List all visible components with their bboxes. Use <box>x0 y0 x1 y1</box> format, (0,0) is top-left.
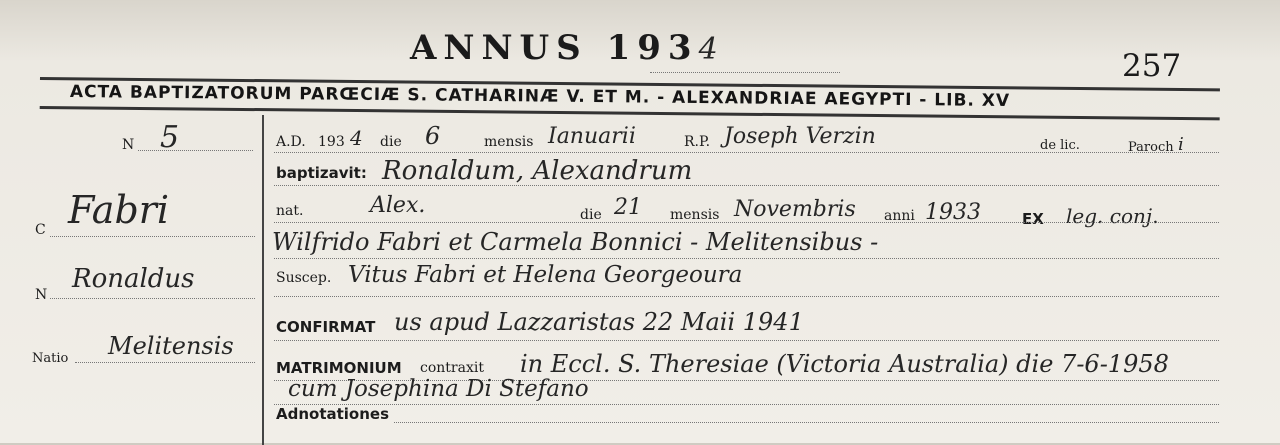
matrimonium-value: in Eccl. S. Theresiae (Victoria Australia) die 7-6-1958 <box>520 350 1169 378</box>
n-name-label: N <box>35 287 48 303</box>
mensis-label: mensis <box>484 134 534 150</box>
n-number-line <box>138 150 253 151</box>
c-line <box>50 236 255 237</box>
adnotationes-label: Adnotationes <box>276 405 390 423</box>
page-number: 257 <box>1122 48 1182 84</box>
c-surname-value: Fabri <box>68 188 170 232</box>
suscep-label: Suscep. <box>276 270 332 286</box>
baptizavit-value: Ronaldum, Alexandrum <box>382 156 693 186</box>
natio-line <box>75 362 255 363</box>
matrimonium-value-2: cum Josephina Di Stefano <box>288 376 589 402</box>
baptizavit-label: baptizavit: <box>276 164 367 182</box>
row9-line <box>394 422 1219 423</box>
parents-value: Wilfrido Fabri et Carmela Bonnici - Melitensibus - <box>272 228 879 256</box>
ad-year-printed: 193 <box>318 134 345 150</box>
column-divider <box>262 115 264 445</box>
register-title: ACTA BAPTIZATORUM PARŒCIÆ S. CATHARINÆ V. ET M. - ALEXANDRIAE AEGYPTI - LIB. XV <box>69 82 1011 112</box>
row4-line <box>274 258 1219 259</box>
annus-title <box>410 28 718 68</box>
natio-value: Melitensis <box>108 332 234 360</box>
confirmat-label: CONFIRMAT <box>276 318 376 336</box>
annus-year-handwritten: 4 <box>698 32 718 67</box>
die-value: 6 <box>425 122 441 150</box>
n-number-value: 5 <box>160 120 180 155</box>
row1-line <box>274 152 1219 153</box>
rp-value: Joseph Verzin <box>724 124 876 149</box>
n-name-line <box>50 298 255 299</box>
n-number-label: N <box>122 137 135 153</box>
ex-value: leg. conj. <box>1066 204 1159 228</box>
row8-line <box>274 404 1219 405</box>
rp-label: R.P. <box>684 134 711 150</box>
die2-value: 21 <box>614 195 642 220</box>
natio-label: Natio <box>32 351 69 366</box>
ad-year-handwritten: 4 <box>350 126 363 150</box>
die2-label: die <box>580 207 602 223</box>
row6-line <box>274 340 1219 341</box>
n-name-value: Ronaldus <box>72 264 195 294</box>
mensis2-value: Novembris <box>734 197 856 222</box>
nat-label: nat. <box>276 203 304 219</box>
die-label: die <box>380 134 402 150</box>
de-lic-label: de lic. <box>1040 138 1080 153</box>
mensis-value: Ianuarii <box>548 124 636 149</box>
row2-line <box>274 185 1219 186</box>
suscep-value: Vitus Fabri et Helena Georgeoura <box>348 262 743 288</box>
row5-line <box>274 296 1219 297</box>
anni-value: 1933 <box>925 200 981 225</box>
mensis2-label: mensis <box>670 207 720 223</box>
parochi-suffix: i <box>1178 134 1184 155</box>
contraxit-label: contraxit <box>420 360 484 376</box>
annus-underline <box>650 72 840 73</box>
matrimonium-label: MATRIMONIUM <box>276 359 402 377</box>
confirmat-value: us apud Lazzaristas 22 Maii 1941 <box>394 308 804 336</box>
annus-label: ANNUS 193 <box>410 28 699 68</box>
anni-label: anni <box>884 208 915 224</box>
parochi-label: Paroch <box>1128 140 1174 155</box>
nat-value: Alex. <box>370 193 426 218</box>
row3-line <box>274 222 1219 223</box>
ad-label: A.D. <box>276 134 306 150</box>
c-label: C <box>35 222 46 238</box>
ex-label: EX <box>1022 210 1044 228</box>
